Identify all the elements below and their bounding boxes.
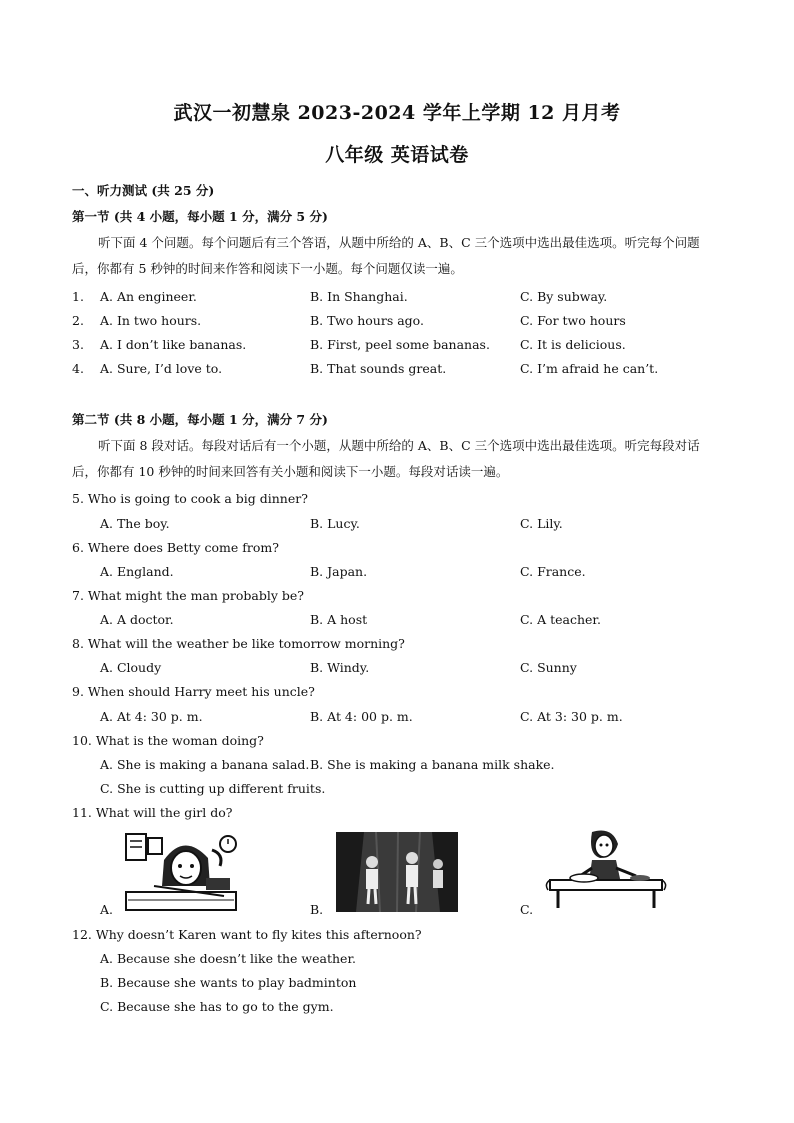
q10-option-b: B. She is making a banana milk shake. bbox=[310, 757, 555, 772]
option-b: B. That sounds great. bbox=[310, 361, 447, 376]
q8-option-b: B. Windy. bbox=[310, 660, 370, 675]
q12-option-a: A. Because she doesn’t like the weather. bbox=[100, 951, 357, 966]
part1-heading: 一、听力测试 (共 25 分) bbox=[72, 183, 215, 198]
stage-performance-picture bbox=[336, 832, 458, 912]
option-c: C. It is delicious. bbox=[520, 337, 626, 352]
option-c: C. I’m afraid he can’t. bbox=[520, 361, 659, 376]
option-b: B. Two hours ago. bbox=[310, 313, 424, 328]
q9-option-a: A. At 4: 30 p. m. bbox=[100, 709, 203, 724]
q11-option-b-label: B. bbox=[310, 902, 324, 917]
question-7-stem: 7. What might the man probably be? bbox=[72, 588, 305, 603]
q7-option-a: A. A doctor. bbox=[100, 612, 174, 627]
option-a: A. I don’t like bananas. bbox=[100, 337, 247, 352]
option-c: C. For two hours bbox=[520, 313, 626, 328]
q10-option-c: C. She is cutting up different fruits. bbox=[100, 781, 326, 796]
q11-option-a-label: A. bbox=[100, 902, 114, 917]
option-c: C. By subway. bbox=[520, 289, 608, 304]
question-number: 4. bbox=[72, 361, 84, 376]
q6-option-a: A. England. bbox=[100, 564, 174, 579]
question-number: 2. bbox=[72, 313, 84, 328]
question-9-stem: 9. When should Harry meet his uncle? bbox=[72, 684, 315, 699]
option-a: A. Sure, I’d love to. bbox=[100, 361, 223, 376]
q5-option-b: B. Lucy. bbox=[310, 516, 360, 531]
question-number: 1. bbox=[72, 289, 84, 304]
question-5-stem: 5. Who is going to cook a big dinner? bbox=[72, 491, 308, 506]
q7-option-b: B. A host bbox=[310, 612, 368, 627]
section2-heading: 第二节 (共 8 小题，每小题 1 分，满分 7 分) bbox=[72, 412, 328, 427]
q12-option-c: C. Because she has to go to the gym. bbox=[100, 999, 334, 1014]
section1-instruction: 听下面 4 个问题。每个问题后有三个答语，从题中所给的 A、B、C 三个选项中选出最佳选项。听完每个问题后，你都有 5 秒钟的时间来作答和阅读下一小题。每个问题仅读一遍。 bbox=[72, 235, 700, 276]
q8-option-a: A. Cloudy bbox=[100, 660, 162, 675]
question-number: 3. bbox=[72, 337, 84, 352]
question-8-stem: 8. What will the weather be like tomorrow morning? bbox=[72, 636, 405, 651]
question-11-stem: 11. What will the girl do? bbox=[72, 805, 233, 820]
option-b: B. First, peel some bananas. bbox=[310, 337, 490, 352]
q11-option-c-label: C. bbox=[520, 902, 534, 917]
q10-option-a: A. She is making a banana salad. bbox=[100, 757, 310, 772]
q6-option-b: B. Japan. bbox=[310, 564, 368, 579]
exam-subtitle: 八年级 英语试卷 bbox=[325, 144, 469, 166]
question-10-stem: 10. What is the woman doing? bbox=[72, 733, 264, 748]
cooking-woman-picture bbox=[544, 828, 668, 910]
q9-option-c: C. At 3: 30 p. m. bbox=[520, 709, 623, 724]
section2-instruction: 听下面 8 段对话。每段对话后有一个小题，从题中所给的 A、B、C 三个选项中选出最佳选项。听完每段对话后，你都有 10 秒钟的时间来回答有关小题和阅读下一小题。每段对话读一遍。 bbox=[72, 438, 700, 479]
q12-option-b: B. Because she wants to play badminton bbox=[100, 975, 357, 990]
q6-option-c: C. France. bbox=[520, 564, 586, 579]
girl-studying-picture bbox=[124, 830, 238, 912]
q8-option-c: C. Sunny bbox=[520, 660, 577, 675]
q5-option-a: A. The boy. bbox=[100, 516, 170, 531]
question-12-stem: 12. Why doesn’t Karen want to fly kites this afternoon? bbox=[72, 927, 422, 942]
option-b: B. In Shanghai. bbox=[310, 289, 408, 304]
q9-option-b: B. At 4: 00 p. m. bbox=[310, 709, 413, 724]
section1-heading: 第一节 (共 4 小题，每小题 1 分，满分 5 分) bbox=[72, 209, 328, 224]
exam-title: 武汉一初慧泉 2023-2024 学年上学期 12 月月考 bbox=[173, 102, 621, 124]
option-a: A. An engineer. bbox=[100, 289, 197, 304]
q7-option-c: C. A teacher. bbox=[520, 612, 601, 627]
option-a: A. In two hours. bbox=[100, 313, 202, 328]
question-6-stem: 6. Where does Betty come from? bbox=[72, 540, 279, 555]
q5-option-c: C. Lily. bbox=[520, 516, 563, 531]
